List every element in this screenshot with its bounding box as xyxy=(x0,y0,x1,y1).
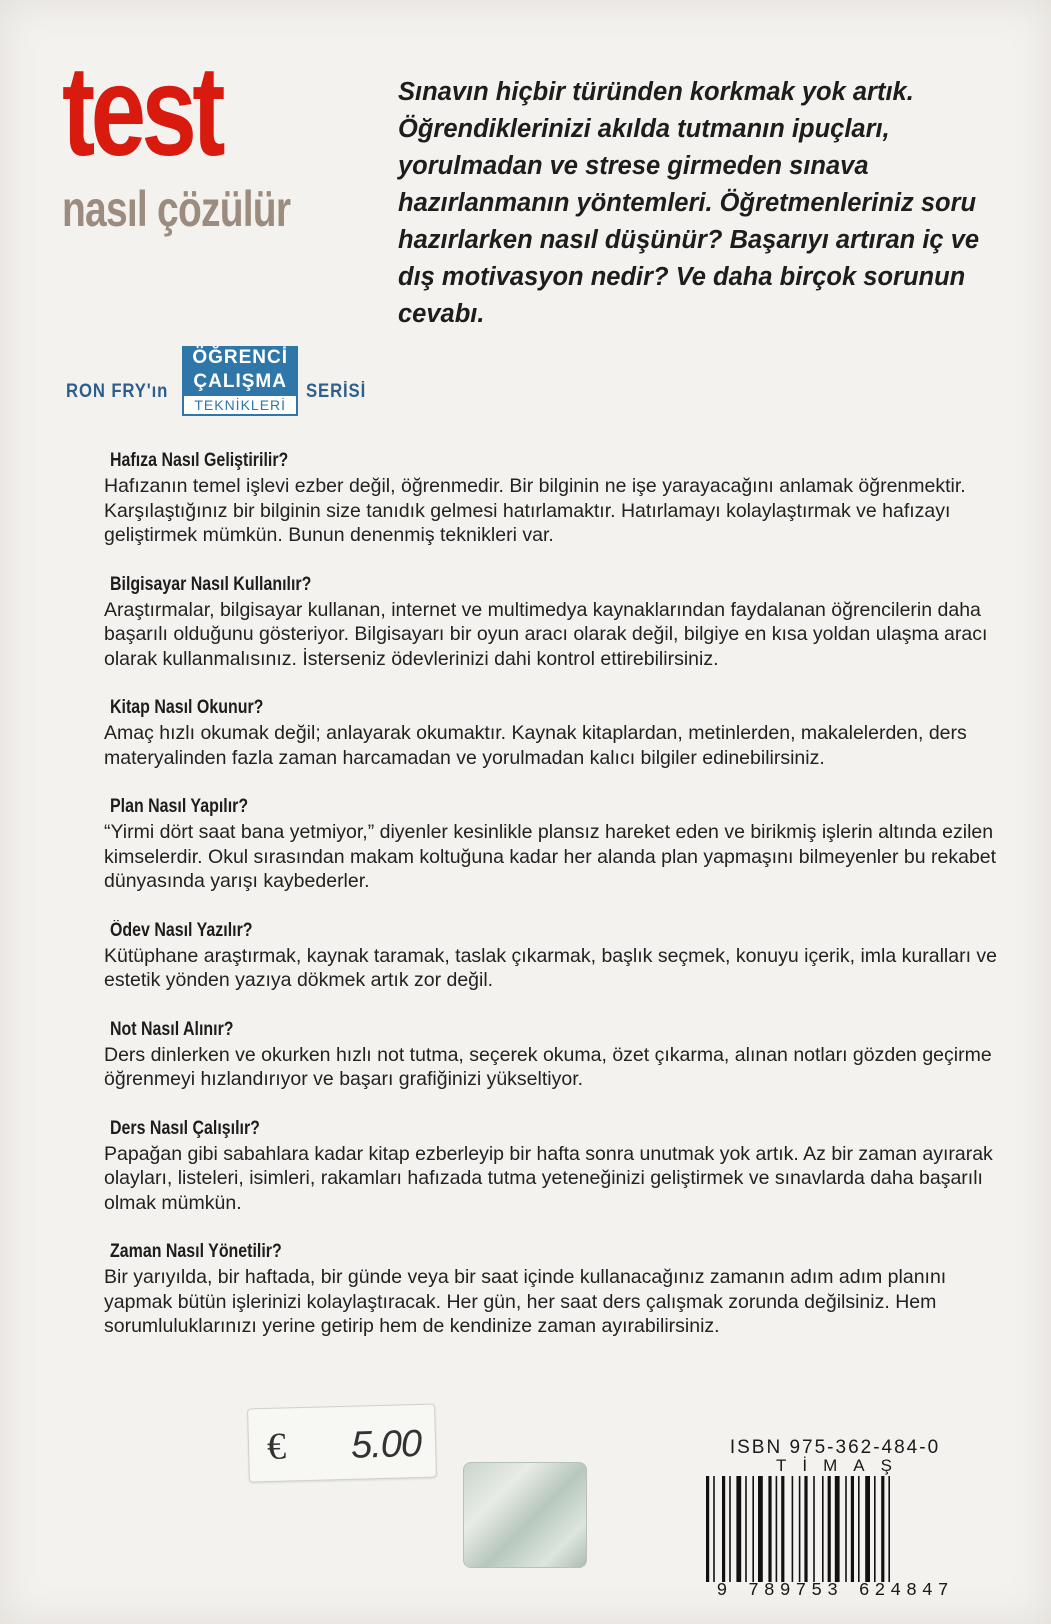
barcode-bar xyxy=(828,1476,831,1582)
barcode-bar xyxy=(845,1476,847,1582)
topic-section xyxy=(104,574,1004,672)
barcode-bar xyxy=(881,1476,884,1582)
topic-section xyxy=(104,920,1004,993)
topic-section xyxy=(104,1019,1004,1092)
barcode-bar xyxy=(752,1476,754,1582)
topic-section xyxy=(104,450,1004,548)
barcode-bar xyxy=(799,1476,801,1582)
barcode-bar xyxy=(758,1476,763,1582)
topic-body: “Yirmi dört saat bana yetmiyor,” diyenler kesinlikle plansız hareket eden ve birikmiş işlerin altında ezilen kimselerdir. Okul sırasından makam koltuğuna kadar her alanda plan yapmaşını bilmeyenler bu rekabet dünyasında yarışı kaybederler. xyxy=(104,821,997,892)
barcode-bar xyxy=(835,1476,840,1582)
topic-heading: Ders Nasıl Çalışılır? xyxy=(110,1117,260,1139)
series-logo-box xyxy=(182,346,298,416)
topic-body: Hafızanın temel işlevi ezber değil, öğrenmedir. Bir bilginin ne işe yarayacağını anlamak öğrenmektir. Karşılaştığınız bir bilginin size tanıdık gelmesi hatırlamaktır. Hatırlamayı kolaylaştırmak ve hafızayı geliştirmek mümkün. Bunun denenmiş teknikleri var. xyxy=(104,475,966,546)
price-sticker xyxy=(247,1404,437,1483)
logo-title: test xyxy=(62,40,221,183)
topics-list xyxy=(104,450,1004,1365)
barcode-bar xyxy=(768,1476,771,1582)
series-box-line1: ÖĞRENCİ xyxy=(182,346,298,370)
topic-body: Amaç hızlı okumak değil; anlayarak okumaktır. Kaynak kitaplardan, metinlerden, makalelerden, ders materyalinden fazla zaman harcamadan ve yorulmadan kalıcı bilgiler edinebilirsiniz. xyxy=(104,722,967,769)
series-badge xyxy=(66,338,375,424)
barcode-bar xyxy=(813,1476,815,1582)
barcode-bar xyxy=(781,1476,784,1582)
isbn-barcode-block xyxy=(704,1438,966,1600)
series-suffix: SERİSİ xyxy=(306,381,367,402)
topic-section xyxy=(104,1118,1004,1216)
isbn-publisher: TİMAŞ xyxy=(776,1456,908,1475)
price-currency: € xyxy=(266,1425,287,1468)
barcode-bar xyxy=(804,1476,807,1582)
barcode-bar xyxy=(888,1476,890,1582)
topic-section xyxy=(104,697,1004,770)
topic-heading: Zaman Nasıl Yönetilir? xyxy=(110,1241,282,1262)
topic-section xyxy=(104,1241,1004,1339)
series-prefix: RON FRY'ın xyxy=(66,381,169,402)
logo-subtitle: nasıl çözülür xyxy=(62,181,291,237)
barcode-bar xyxy=(745,1476,747,1582)
topic-body: Kütüphane araştırmak, kaynak taramak, taslak çıkarmak, başlık seçmek, konuyu içerik, imla kuralları ve estetik yönden yazıya dökmek artık zor değil. xyxy=(104,944,998,991)
barcode-bar xyxy=(729,1476,731,1582)
topic-body: Ders dinlerken ve okurken hızlı not tutma, seçerek okuma, özet çıkarma, alınan notları gözden geçirme öğrenmeyi hızlandırıyor ve başarı grafiğinizi yükseltiyor. xyxy=(104,1043,992,1090)
topic-body: Papağan gibi sabahlara kadar kitap ezberleyip bir hafta sonra unutmak yok artık. Az bir zaman ayırarak olayları, listeleri, isimleri, rakamları hafızada tutma yeteneğinizi geliştirmek ve sınavlarda daha başarılı olmak mümkün. xyxy=(104,1142,993,1214)
isbn-number: ISBN 975-362-484-0 xyxy=(729,1437,941,1458)
series-box-line3: TEKNİKLERİ xyxy=(182,394,298,416)
intro-blurb: Sınavın hiçbir türünden korkmak yok artık. Öğrendiklerinizi akılda tutmanın ipuçları, yorulmadan ve strese girmeden sınava hazırlanmanın yöntemleri. Öğretmenleriniz soru hazırlarken nasıl düşünür? Başarıyı artıran iç ve dış motivasyon nedir? Ve daha birçok sorunun cevabı. xyxy=(398,78,980,328)
price-amount: 5.00 xyxy=(350,1422,422,1467)
topic-body: Bir yarıyılda, bir haftada, bir günde veya bir saat içinde kullanacağınız zamanın adım adım planını yapmak bütün işlerinizi kolaylaştıracak. Her gün, her saat ders çalışmak zorunda değilsiniz. Hem sorumluluklarınızı yerine getirip hem de kendinize zaman ayırabilirsiniz. xyxy=(104,1266,947,1337)
topic-heading: Hafıza Nasıl Geliştirilir? xyxy=(110,450,289,471)
hologram-sticker xyxy=(463,1462,587,1568)
barcode-bar xyxy=(722,1476,725,1582)
topic-heading: Plan Nasıl Yapılır? xyxy=(110,796,249,817)
topic-heading: Ödev Nasıl Yazılır? xyxy=(110,919,253,941)
barcode-bar xyxy=(736,1476,741,1582)
series-box-line2: ÇALIŞMA xyxy=(182,370,298,394)
barcode-bar xyxy=(822,1476,824,1582)
topic-body: Araştırmalar, bilgisayar kullanan, internet ve multimedya kaynaklarından faydalanan öğrencilerin daha başarılı olduğunu gösteriyor. Bilgisayarı bir oyun aracı olarak değil, bilgiye en kısa yoldan ulaşma aracı olarak kullanmalısınız. İsterseniz ödevlerinizi dahi kontrol ettirebilirsiniz. xyxy=(104,598,988,670)
topic-heading: Bilgisayar Nasıl Kullanılır? xyxy=(110,573,312,595)
barcode xyxy=(704,1476,966,1582)
topic-heading: Not Nasıl Alınır? xyxy=(110,1018,234,1040)
barcode-bar xyxy=(874,1476,876,1582)
barcode-bar xyxy=(776,1476,778,1582)
topic-section xyxy=(104,796,1004,894)
barcode-bar xyxy=(865,1476,870,1582)
barcode-bar xyxy=(713,1476,715,1582)
barcode-bar xyxy=(792,1476,794,1582)
barcode-bar xyxy=(851,1476,854,1582)
topic-heading: Kitap Nasıl Okunur? xyxy=(110,697,264,718)
barcode-digits: 9 789753 624847 xyxy=(716,1581,954,1601)
barcode-bar xyxy=(858,1476,860,1582)
barcode-bar xyxy=(706,1476,709,1582)
